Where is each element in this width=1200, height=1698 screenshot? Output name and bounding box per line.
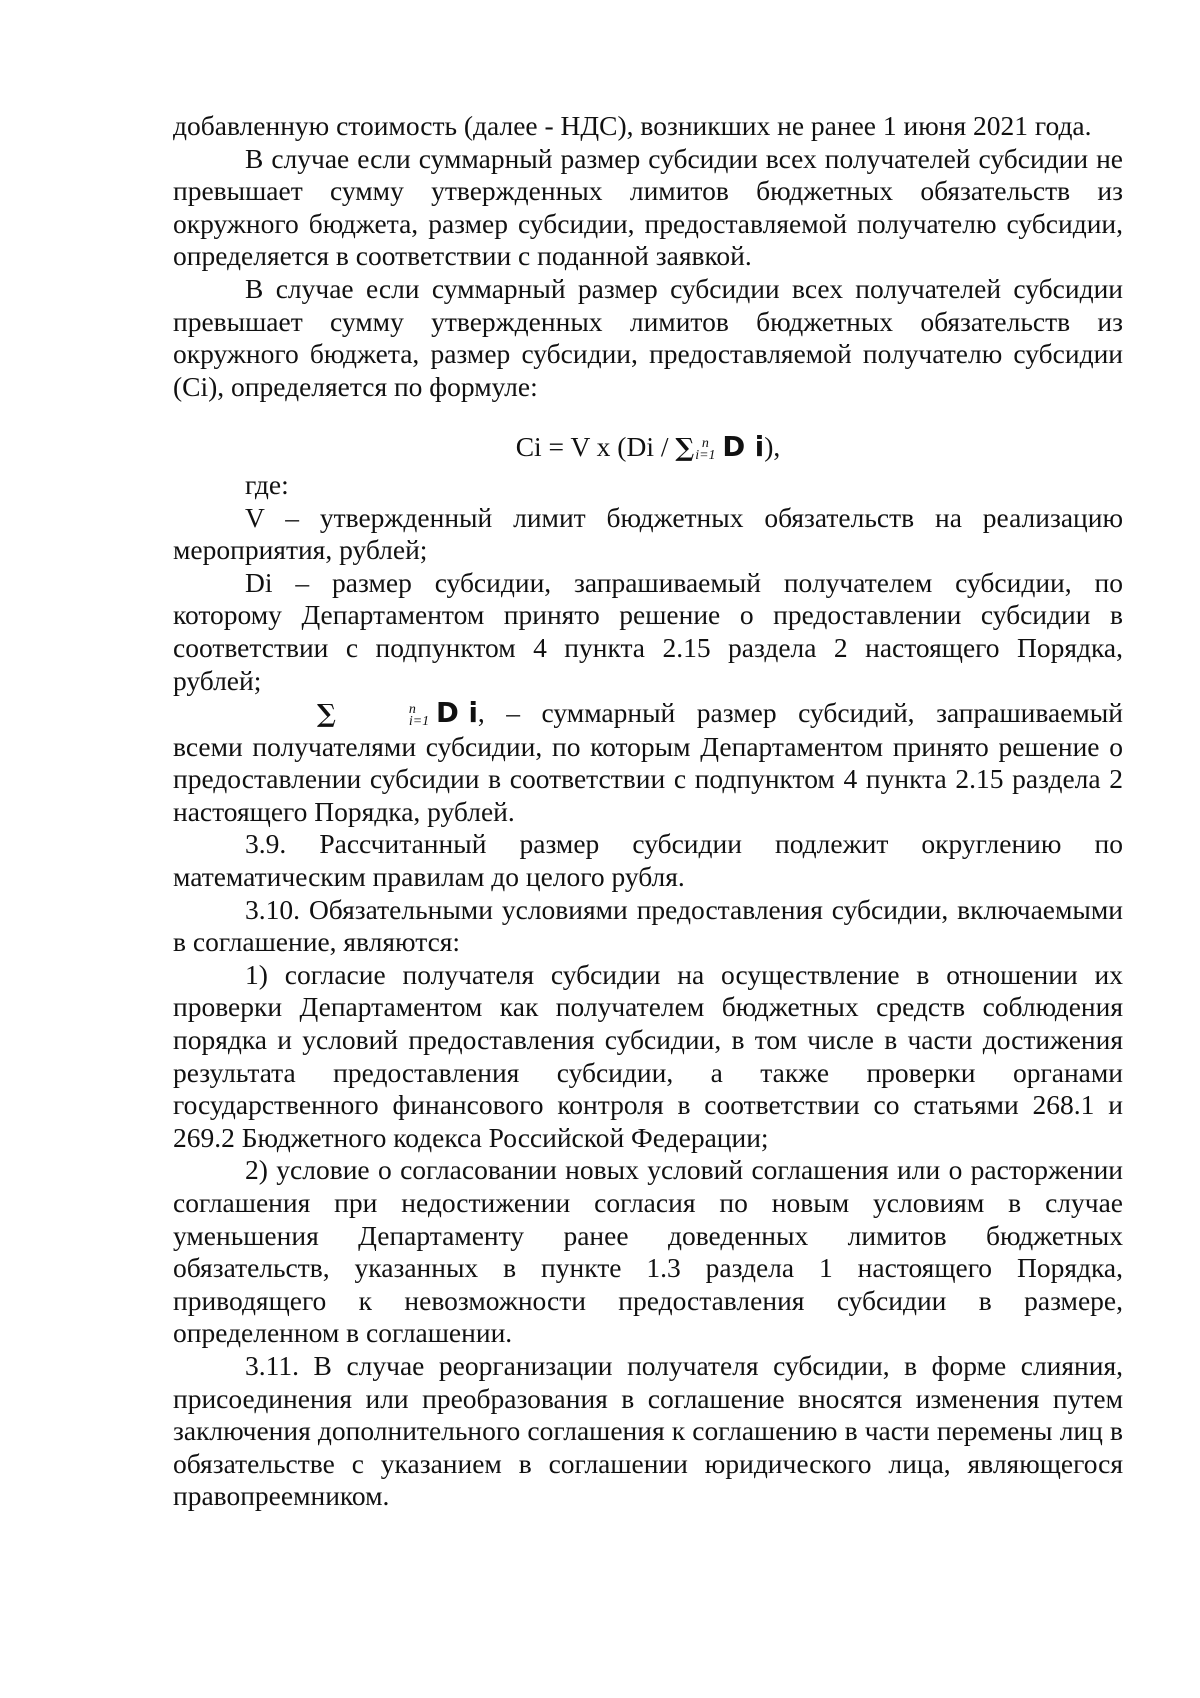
formula-sum-term: D i: [722, 431, 765, 464]
formula-sum-limits: [695, 438, 715, 462]
formula-sum: [675, 431, 764, 465]
where-label: где:: [245, 468, 289, 500]
formula-sum-symbol: ∑: [675, 433, 695, 463]
formula-sum-lower: i=1: [695, 448, 716, 464]
definition-sum-symbol: ∑: [317, 699, 336, 729]
paragraph-vat-continuation: добавленную стоимость (далее - НДС), возникших не ранее 1 июня 2021 года.: [173, 110, 1092, 141]
subsidy-formula: [173, 431, 1123, 465]
definition-sum-di: [173, 697, 1123, 828]
definition-di: Di – размер субсидии, запрашиваемый получателем субсидии, по которому Департаментом принято решение о предоставлении субсидии в соответствии с подпунктом 4 пункта 2.15 раздела 2 настоящего Порядка, рублей;: [173, 566, 1123, 696]
formula-sum-upper: n: [701, 436, 709, 452]
definition-sum-term: D i: [436, 697, 478, 730]
clause-3-11: 3.11. В случае реорганизации получателя субсидии, в форме слияния, присоединения или преобразования в соглашение вносятся изменения путем заключения дополнительного соглашения к соглашению в части перемены лиц в обязательстве с указанием в соглашении юридического лица, являющегося правопреемником.: [173, 1349, 1123, 1512]
clause-3-10: 3.10. Обязательными условиями предоставления субсидии, включаемыми в соглашение, являются:: [173, 893, 1123, 958]
document-body: [173, 110, 1123, 1513]
paragraph-subsidy-within-limits: В случае если суммарный размер субсидии всех получателей субсидии не превышает сумму утвержденных лимитов бюджетных обязательств из окружного бюджета, размер субсидии, предоставляемой получателю субсидии, определяется в соответствии с поданной заявкой.: [173, 142, 1123, 272]
condition-1: 1) согласие получателя субсидии на осуществление в отношении их проверки Департаментом как получателем бюджетных средств соблюдения порядка и условий предоставления субсидии, в том числе в части достижения результата предоставления субсидии, а также проверки органами государственного финансового контроля в соответствии со статьями 268.1 и 269.2 Бюджетного кодекса Российской Федерации;: [173, 958, 1123, 1153]
definition-sum-lower: i=1: [408, 713, 430, 729]
definition-sum-upper: n: [408, 701, 416, 717]
paragraph-subsidy-exceeds-limits: В случае если суммарный размер субсидии всех получателей субсидии превышает сумму утвержденных лимитов бюджетных обязательств из окружного бюджета, размер субсидии, предоставляемой получателю субсидии (Ci), определяется по формуле:: [173, 272, 1123, 402]
definition-v: V – утвержденный лимит бюджетных обязательств на реализацию мероприятия, рублей;: [173, 501, 1123, 566]
formula-prefix: Ci = V x (Di /: [515, 431, 676, 463]
definition-sum: [245, 697, 478, 731]
formula-suffix: ),: [764, 431, 781, 463]
definition-sum-limits: [337, 701, 430, 729]
definition-sum-text: , – суммарный размер субсидий, запрашиваемый всеми получателями субсидии, по которым Департаментом принято решение о предоставлении субсидии в соответствии с подпунктом 4 пункта 2.15 раздела 2 настоящего Порядка, рублей.: [173, 697, 1123, 827]
condition-2: 2) условие о согласовании новых условий соглашения или о расторжении соглашения при недостижении согласия по новым условиям в случае уменьшения Департаменту ранее доведенных лимитов бюджетных обязательств, указанных в пункте 1.3 раздела 1 настоящего Порядка, приводящего к невозможности предоставления субсидии в размере, определенном в соглашении.: [173, 1154, 1123, 1349]
clause-3-9: 3.9. Рассчитанный размер субсидии подлежит округлению по математическим правилам до целого рубля.: [173, 828, 1123, 893]
